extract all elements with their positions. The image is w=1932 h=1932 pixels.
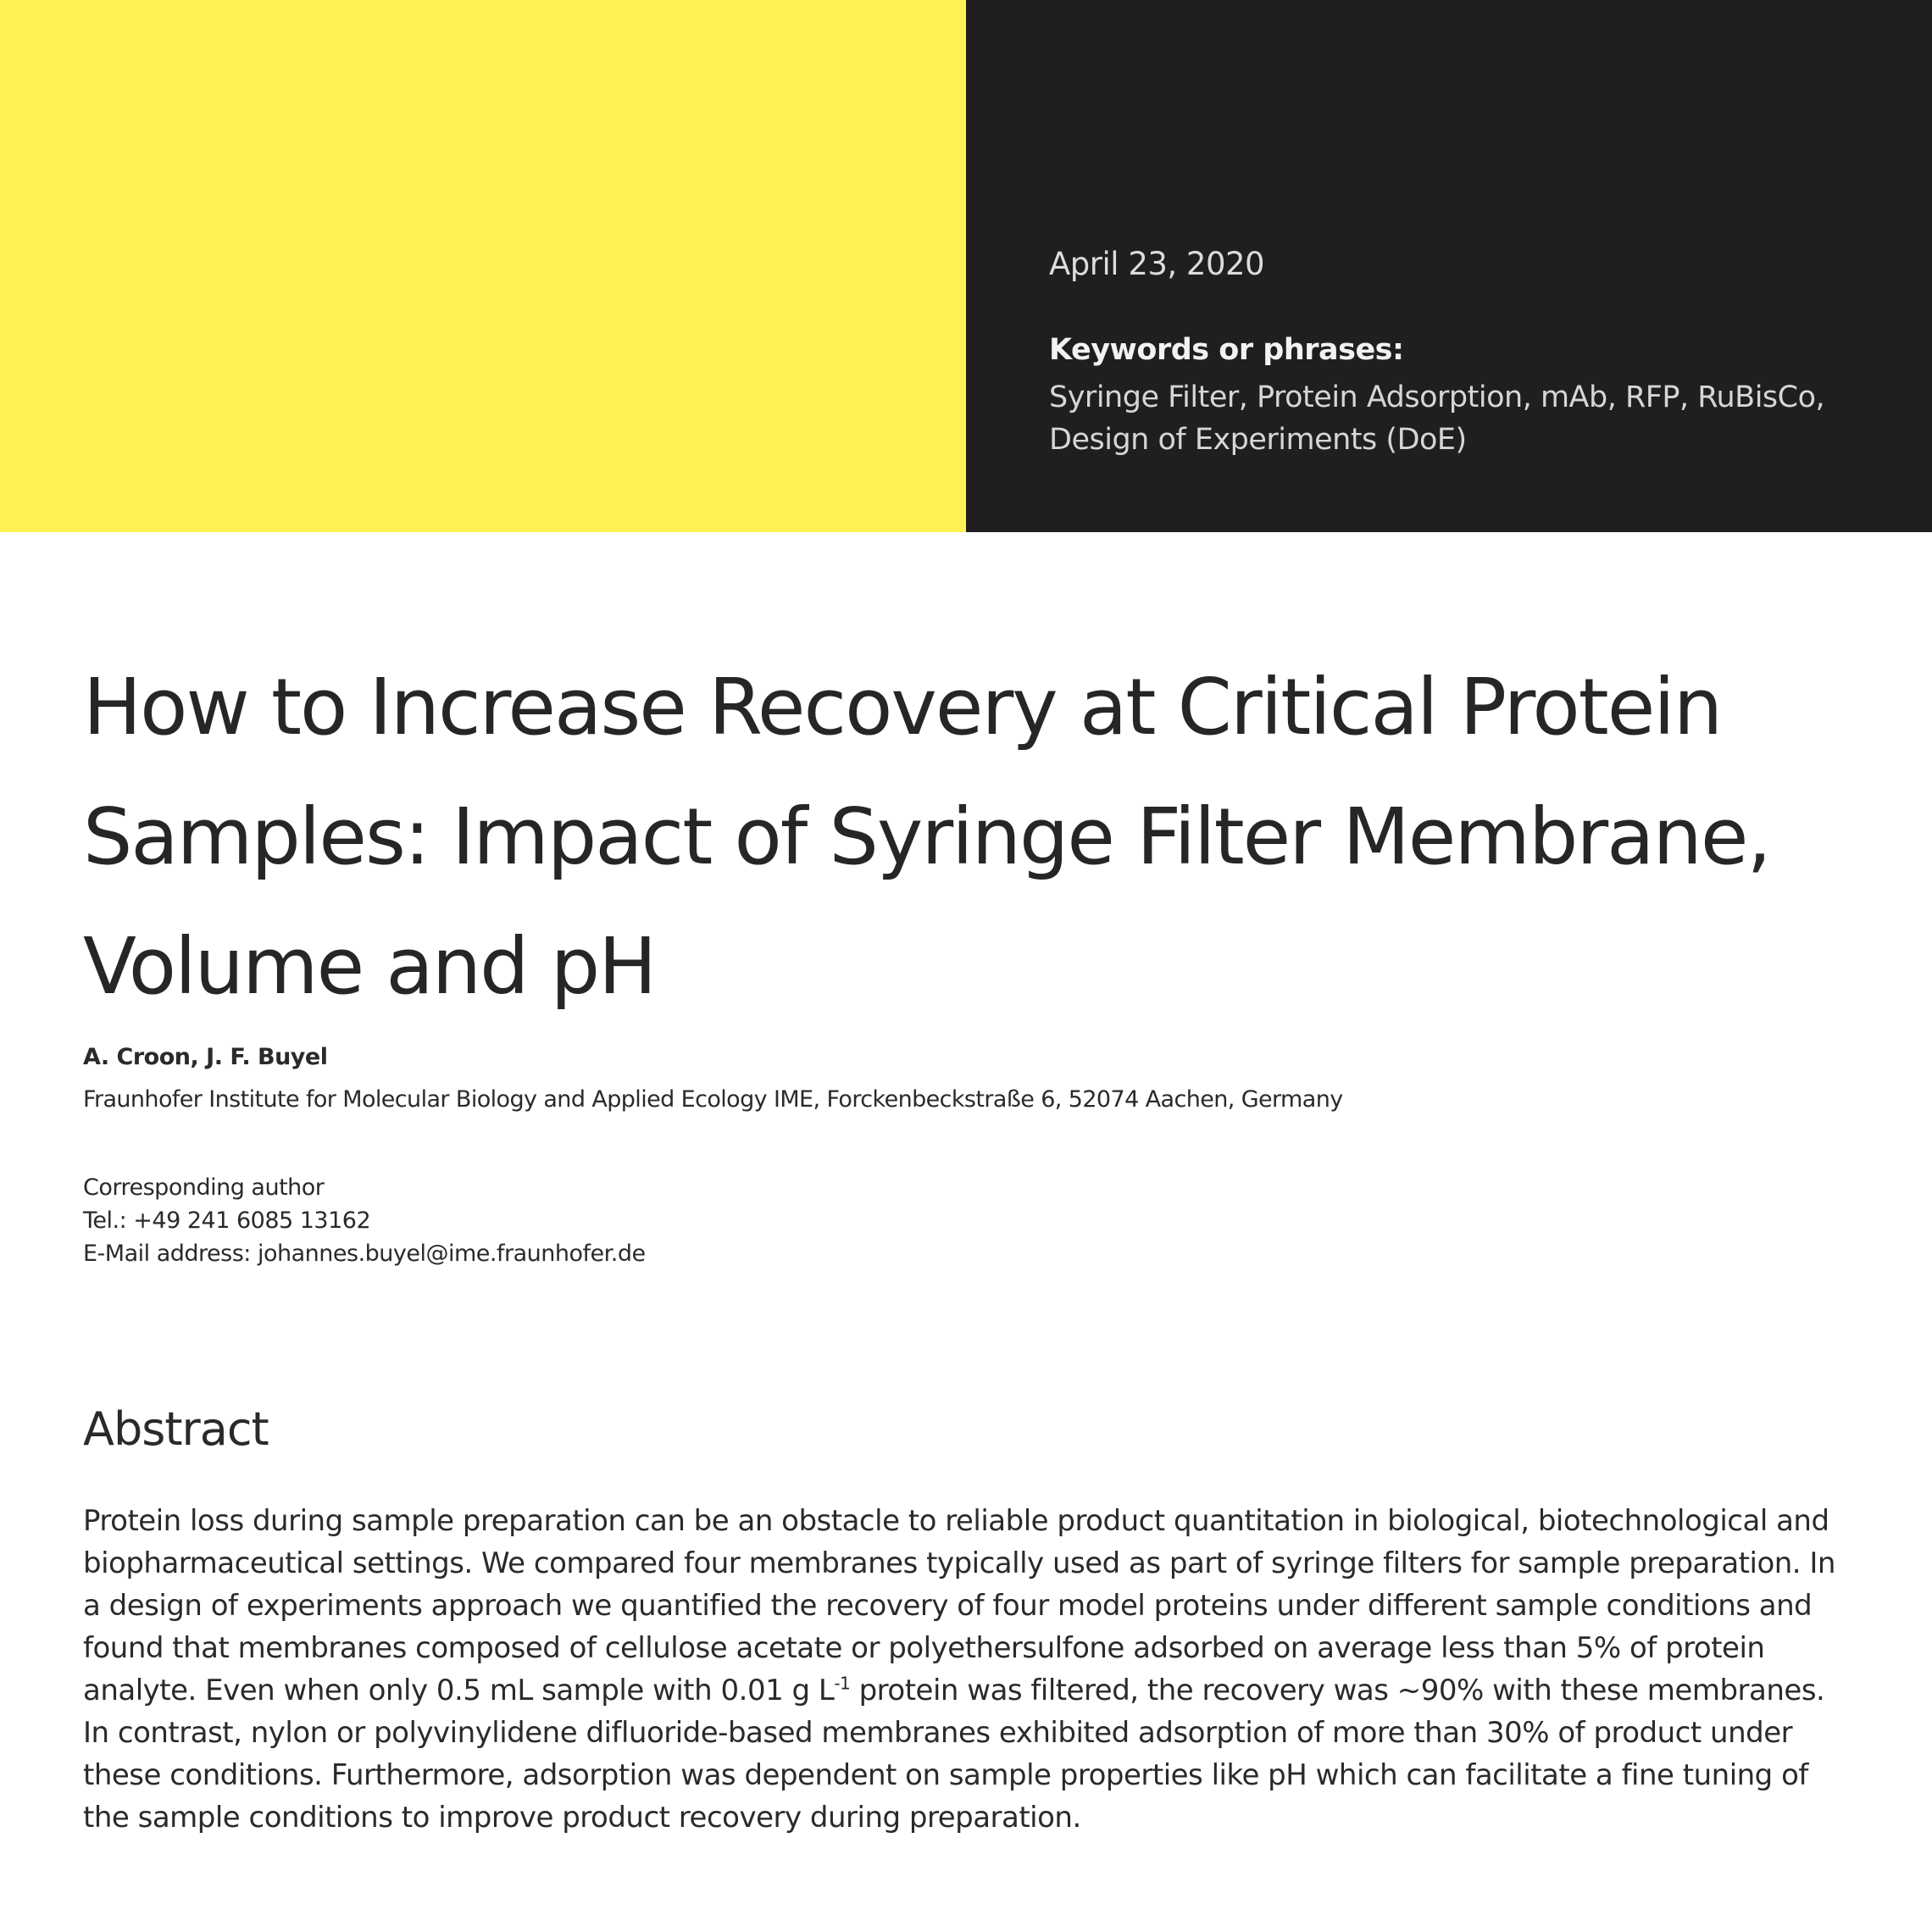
- header-info-panel: [966, 0, 1932, 532]
- abstract-superscript: -1: [834, 1673, 851, 1694]
- paper-authors: A. Croon, J. F. Buyel: [83, 1044, 328, 1070]
- keywords-label: Keywords or phrases:: [1049, 333, 1404, 367]
- corresponding-author-tel: Tel.: +49 241 6085 13162: [83, 1208, 371, 1234]
- abstract-text-part-1: Protein loss during sample preparation can be an obstacle to reliable product quantitation in biological, biotechnological and biopharmaceutical settings. We compared four membranes typically used as part of syringe filters for sample preparation. In a design of experiments approach we quantified the recovery of four model proteins under different sample conditions and found that membranes composed of cellulose acetate or polyethersulfone adsorbed on average less than 5% of protein analyte. Even when only 0.5 mL sample with 0.01 g L: [83, 1504, 1835, 1707]
- corresponding-author-block: [83, 1171, 646, 1270]
- paper-affiliation: Fraunhofer Institute for Molecular Biology and Applied Ecology IME, Forckenbeckstraße 6, 52074 Aachen, Germany: [83, 1086, 1343, 1113]
- abstract-heading: Abstract: [83, 1402, 269, 1456]
- paper-title: How to Increase Recovery at Critical Protein Samples: Impact of Syringe Filter Membrane, Volume and pH: [83, 662, 1770, 1012]
- publication-date: April 23, 2020: [1049, 246, 1265, 282]
- header-yellow-block: [0, 0, 966, 532]
- keywords-text: Syringe Filter, Protein Adsorption, mAb, RFP, RuBisCo, Design of Experiments (DoE): [1049, 380, 1825, 457]
- abstract-text-part-2: protein was filtered, the recovery was ~90% with these membranes. In contrast, nylon or polyvinylidene difluoride-based membranes exhibited adsorption of more than 30% of product under these conditions. Furthermore, adsorption was dependent on sample properties like pH which can facilitate a fine tuning of the sample conditions to improve product recovery during preparation.: [83, 1674, 1825, 1835]
- abstract-text: [83, 1500, 1854, 1839]
- corresponding-author-email: E-Mail address: johannes.buyel@ime.fraunhofer.de: [83, 1241, 646, 1267]
- corresponding-author-label: Corresponding author: [83, 1174, 325, 1201]
